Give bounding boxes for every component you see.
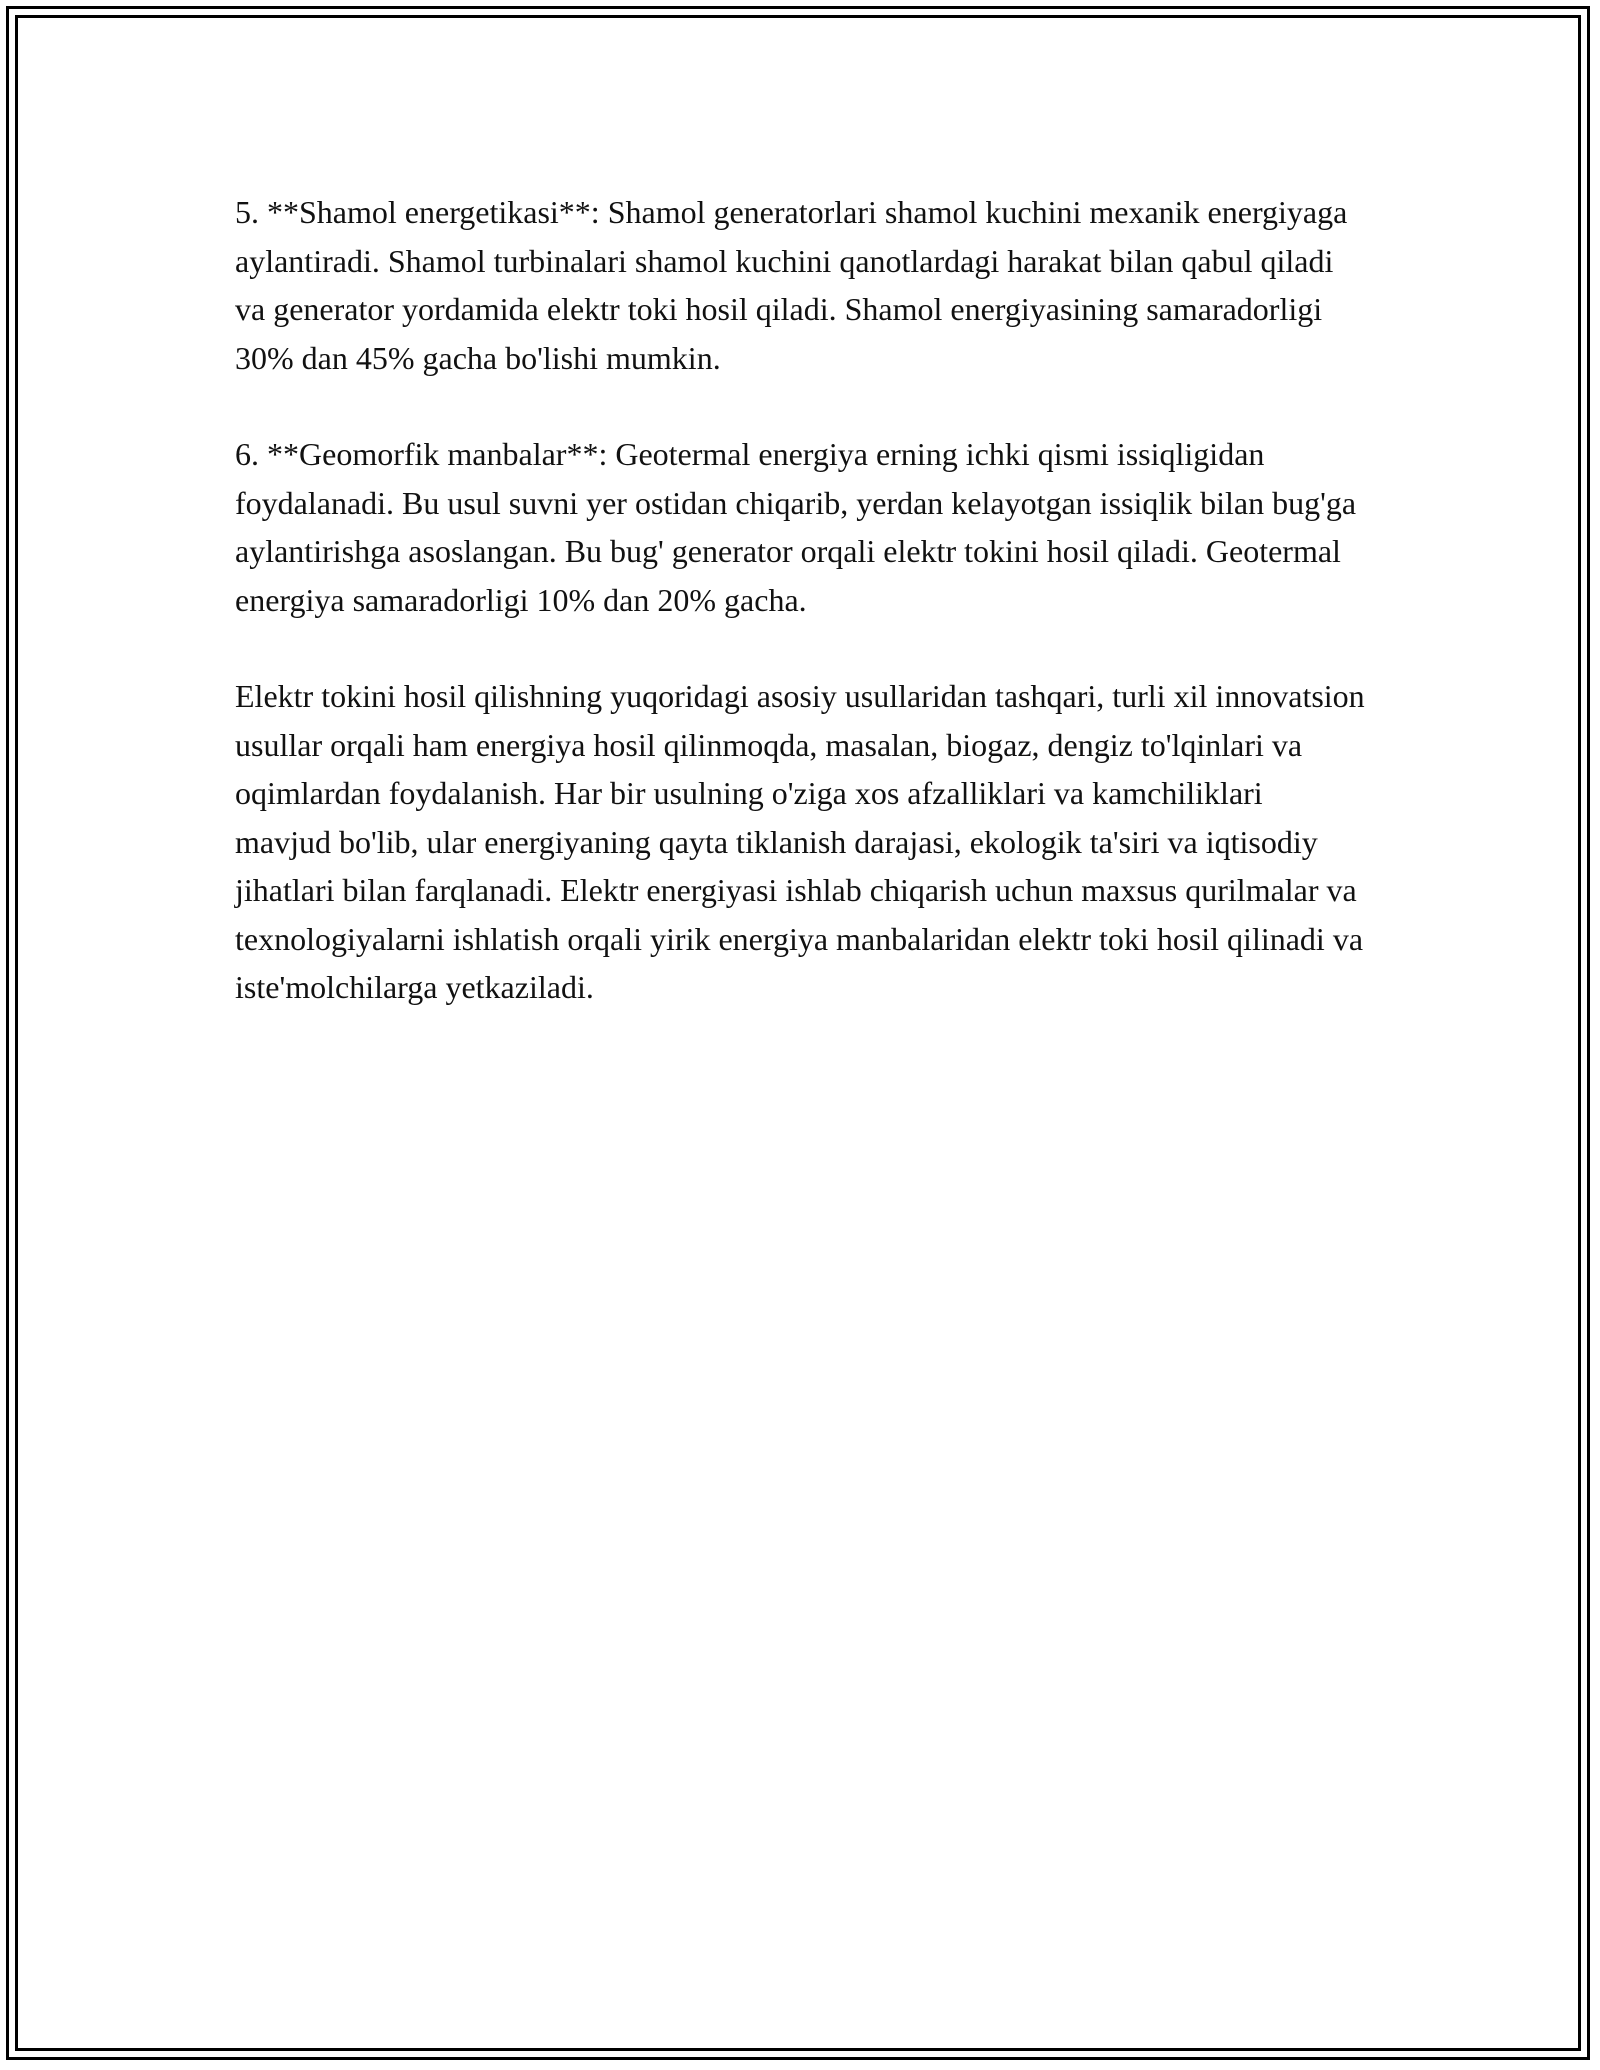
paragraph-conclusion: Elektr tokini hosil qilishning yuqoridagi asosiy usullaridan tashqari, turli xil innovatsion usullar orqali ham energiya hosil qilinmoqda, masalan, biogaz, dengiz to'lqinlari va oqimlardan foydalanish. Har bir usulning o'ziga xos afzalliklari va kamchiliklari mavjud bo'lib, ular energiyaning qayta tiklanish darajasi, ekologik ta'siri va iqtisodiy jihatlari bilan farqlanadi. Elektr energiyasi ishlab chiqarish uchun maxsus qurilmalar va texnologiyalarni ishlatish orqali yirik energiya manbalaridan elektr toki hosil qilinadi va iste'molchilarga yetkaziladi. bbox=[235, 678, 1365, 1005]
paragraph-geothermal-energy: 6. **Geomorfik manbalar**: Geotermal energiya erning ichki qismi issiqligidan foydalanadi. Bu usul suvni yer ostidan chiqarib, yerdan kelayotgan issiqlik bilan bug'ga aylantirishga asoslangan. Bu bug' generator orqali elektr tokini hosil qiladi. Geotermal energiya samaradorligi 10% dan 20% gacha. bbox=[235, 436, 1357, 618]
paragraph-wind-energy: 5. **Shamol energetikasi**: Shamol generatorlari shamol kuchini mexanik energiyaga aylantiradi. Shamol turbinalari shamol kuchini qanotlardagi harakat bilan qabul qiladi va generator yordamida elektr toki hosil qiladi. Shamol energiyasining samaradorligi 30% dan 45% gacha bo'lishi mumkin. bbox=[235, 194, 1348, 376]
document-body bbox=[235, 188, 1365, 1060]
